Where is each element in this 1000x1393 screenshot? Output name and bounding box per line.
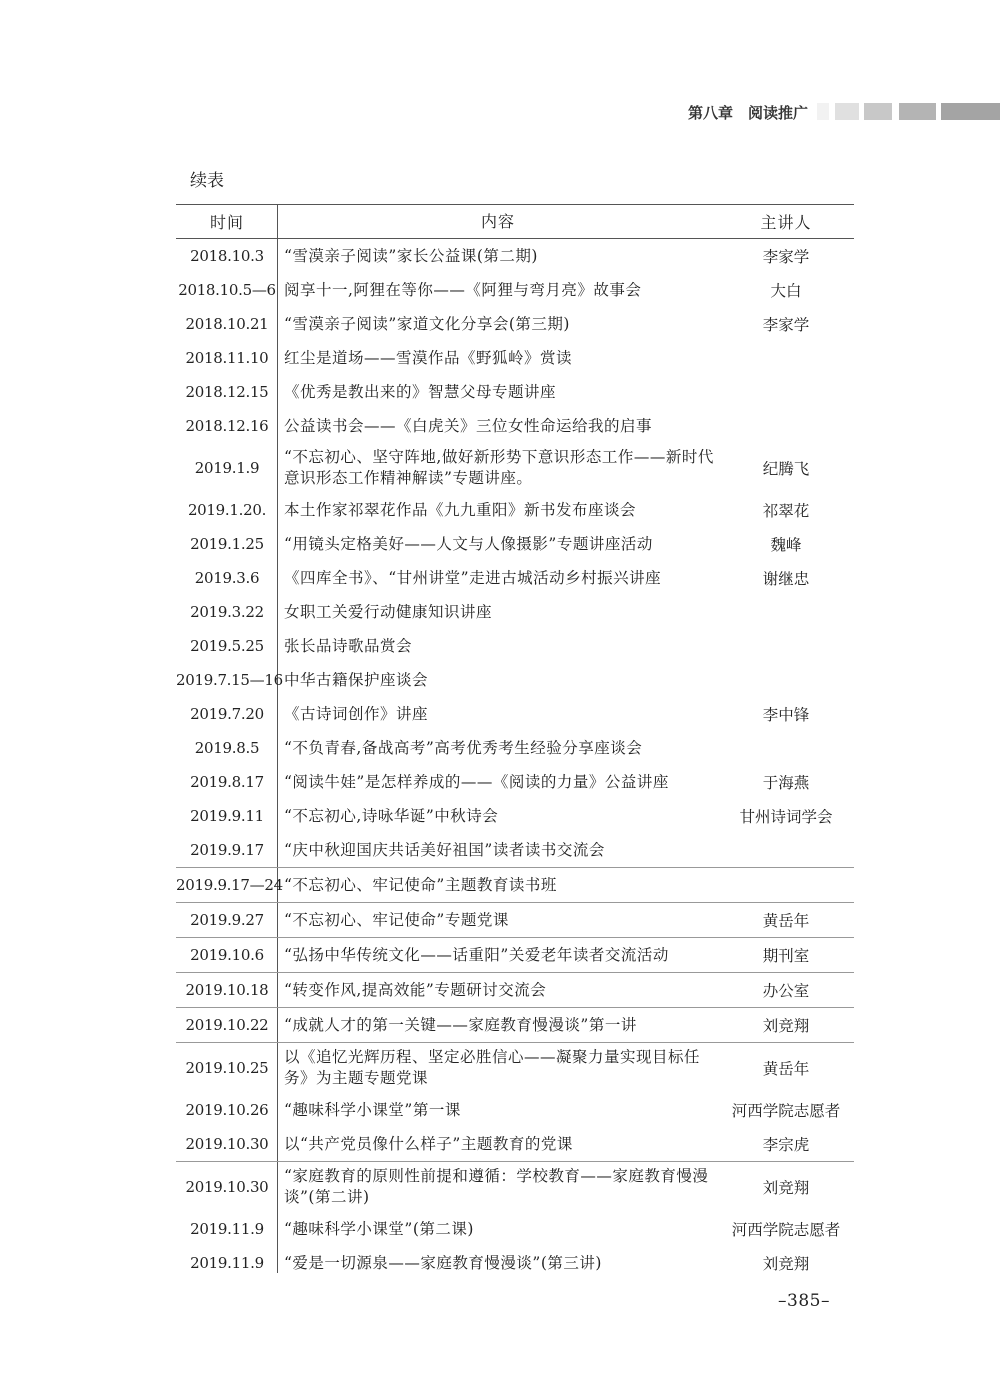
table-row (176, 902, 854, 937)
row-time: 2019.3.6 (194, 569, 260, 587)
table-row (176, 1007, 854, 1042)
table-row (176, 663, 854, 697)
page-number: –385– (778, 1291, 830, 1311)
table-row (176, 697, 854, 731)
row-speaker: 李家学 (762, 248, 810, 266)
table-row (176, 799, 854, 833)
row-speaker: 黄岳年 (762, 912, 810, 930)
row-speaker: 河西学院志愿者 (731, 1102, 841, 1120)
row-time: 2019.5.25 (190, 637, 264, 655)
row-content: 以“共产党员像什么样子”主题教育的党课 (284, 1134, 573, 1153)
row-content: “雪漠亲子阅读”家道文化分享会(第三期) (284, 314, 570, 333)
row-content: “不忘初心、牢记使命”专题党课 (284, 910, 509, 929)
row-speaker: 谢继忠 (762, 570, 810, 588)
row-content: “不忘初心,诗咏华诞”中秋诗会 (284, 806, 499, 825)
row-time: 2019.7.15—16 (176, 671, 283, 689)
row-time: 2019.8.17 (190, 773, 264, 791)
row-content: “阅读牛娃”是怎样养成的——《阅读的力量》公益讲座 (284, 772, 669, 791)
row-time: 2019.9.11 (190, 807, 264, 825)
row-content: “雪漠亲子阅读”家长公益课(第二期) (284, 246, 538, 265)
row-speaker: 纪腾飞 (762, 460, 810, 478)
table-row (176, 341, 854, 375)
row-time: 2019.9.27 (190, 911, 264, 929)
table-header-row (176, 204, 854, 239)
row-content: 《古诗词创作》讲座 (284, 704, 429, 723)
row-time: 2019.10.30 (185, 1178, 269, 1196)
table-row (176, 409, 854, 443)
table-row (176, 595, 854, 629)
row-content: 以《追忆光辉历程、坚定必胜信心——凝聚力量实现目标任务》为主题专题党课 (284, 1048, 701, 1087)
table-row (176, 273, 854, 307)
row-time: 2019.1.20. (187, 501, 267, 519)
column-header-speaker: 主讲人 (760, 213, 812, 232)
row-time: 2018.10.3 (190, 247, 264, 265)
row-speaker: 刘竞翔 (762, 1179, 810, 1197)
table-row (176, 1042, 854, 1093)
row-content: 张长品诗歌品赏会 (284, 636, 413, 655)
row-speaker: 李中锋 (762, 706, 810, 724)
table-row (176, 443, 854, 493)
row-content: “转变作风,提高效能”专题研讨交流会 (284, 980, 547, 999)
column-header-content: 内容 (480, 212, 515, 231)
row-speaker: 李宗虎 (762, 1136, 810, 1154)
table-row (176, 493, 854, 527)
row-time: 2019.1.25 (190, 535, 264, 553)
table-row (176, 1127, 854, 1161)
table-row (176, 239, 854, 273)
row-speaker: 大白 (770, 282, 802, 300)
row-speaker: 办公室 (762, 982, 810, 1000)
row-time: 2019.11.9 (190, 1220, 264, 1238)
row-content: 阅享十一,阿狸在等你——《阿狸与弯月亮》故事会 (284, 280, 642, 299)
row-time: 2018.12.16 (185, 417, 269, 435)
table-row (176, 833, 854, 867)
table-row (176, 307, 854, 341)
row-speaker: 甘州诗词学会 (739, 808, 833, 826)
row-time: 2019.9.17—24 (176, 876, 283, 894)
header-bar-segment (941, 103, 1000, 120)
row-content: “用镜头定格美好——人文与人像摄影”专题讲座活动 (284, 534, 653, 553)
row-speaker: 刘竞翔 (762, 1255, 810, 1273)
row-content: 《优秀是教出来的》智慧父母专题讲座 (284, 382, 557, 401)
header-bar-segment (835, 103, 859, 120)
row-content: “不忘初心、坚守阵地,做好新形势下意识形态工作——新时代意识形态工作精神解读”专题讲座。 (284, 448, 714, 487)
chapter-title: 第八章 阅读推广 (688, 104, 809, 122)
column-header-time: 时间 (209, 213, 244, 232)
row-content: “爱是一切源泉——家庭教育慢漫谈”(第三讲) (284, 1253, 602, 1272)
row-time: 2019.7.20 (190, 705, 264, 723)
row-content: “庆中秋迎国庆共话美好祖国”读者读书交流会 (284, 840, 605, 859)
row-content: “不负青春,备战高考”高考优秀考生经验分享座谈会 (284, 738, 643, 757)
row-speaker: 魏峰 (770, 536, 802, 554)
row-speaker: 祁翠花 (762, 502, 810, 520)
row-time: 2019.10.18 (185, 981, 269, 999)
header-bar-segment (899, 103, 936, 120)
row-content: 《四库全书》、“甘州讲堂”走进古城活动乡村振兴讲座 (284, 568, 662, 587)
row-time: 2019.11.9 (190, 1254, 264, 1272)
row-speaker: 黄岳年 (762, 1060, 810, 1078)
table-row (176, 731, 854, 765)
table-row (176, 1212, 854, 1246)
row-time: 2018.11.10 (185, 349, 269, 367)
row-time: 2019.10.30 (185, 1135, 269, 1153)
row-content: 中华古籍保护座谈会 (284, 670, 429, 689)
row-content: 红尘是道场——雪漠作品《野狐岭》赏读 (284, 348, 573, 367)
table-row (176, 629, 854, 663)
row-speaker: 期刊室 (762, 947, 810, 965)
row-time: 2019.3.22 (190, 603, 264, 621)
row-time: 2019.10.26 (185, 1101, 269, 1119)
row-time: 2018.12.15 (185, 383, 269, 401)
row-speaker: 李家学 (762, 316, 810, 334)
table-row (176, 527, 854, 561)
header-bar-segment (864, 103, 892, 120)
row-content: 公益读书会——《白虎关》三位女性命运给我的启事 (284, 416, 653, 435)
row-content: “家庭教育的原则性前提和遵循：学校教育——家庭教育慢漫谈”(第二讲) (284, 1167, 709, 1206)
table-row (176, 937, 854, 972)
table-row (176, 1246, 854, 1280)
header-bar-segment (817, 103, 829, 120)
row-time: 2019.9.17 (190, 841, 264, 859)
table-row (176, 561, 854, 595)
row-content: “趣味科学小课堂”(第二课) (284, 1219, 474, 1238)
table-row (176, 375, 854, 409)
row-speaker: 河西学院志愿者 (731, 1221, 841, 1239)
row-time: 2019.1.9 (194, 459, 260, 477)
row-time: 2019.10.22 (185, 1016, 269, 1034)
row-content: “弘扬中华传统文化——话重阳”关爱老年读者交流活动 (284, 945, 669, 964)
row-time: 2018.10.5—6 (178, 281, 276, 299)
table-row (176, 1161, 854, 1212)
row-content: “不忘初心、牢记使命”主题教育读书班 (284, 875, 557, 894)
row-speaker: 于海燕 (762, 774, 810, 792)
row-content: 本土作家祁翠花作品《九九重阳》新书发布座谈会 (284, 500, 637, 519)
table-caption: 续表 (190, 171, 224, 191)
row-speaker: 刘竞翔 (762, 1017, 810, 1035)
table-row (176, 972, 854, 1007)
table-row (176, 867, 854, 902)
row-content: “成就人才的第一关键——家庭教育慢漫谈”第一讲 (284, 1015, 637, 1034)
table-row (176, 1093, 854, 1127)
event-table (176, 204, 854, 1280)
row-time: 2019.10.25 (185, 1059, 269, 1077)
row-time: 2019.8.5 (194, 739, 260, 757)
row-content: 女职工关爱行动健康知识讲座 (284, 602, 493, 621)
row-content: “趣味科学小课堂”第一课 (284, 1100, 461, 1119)
table-row (176, 765, 854, 799)
row-time: 2019.10.6 (190, 946, 264, 964)
row-time: 2018.10.21 (185, 315, 269, 333)
